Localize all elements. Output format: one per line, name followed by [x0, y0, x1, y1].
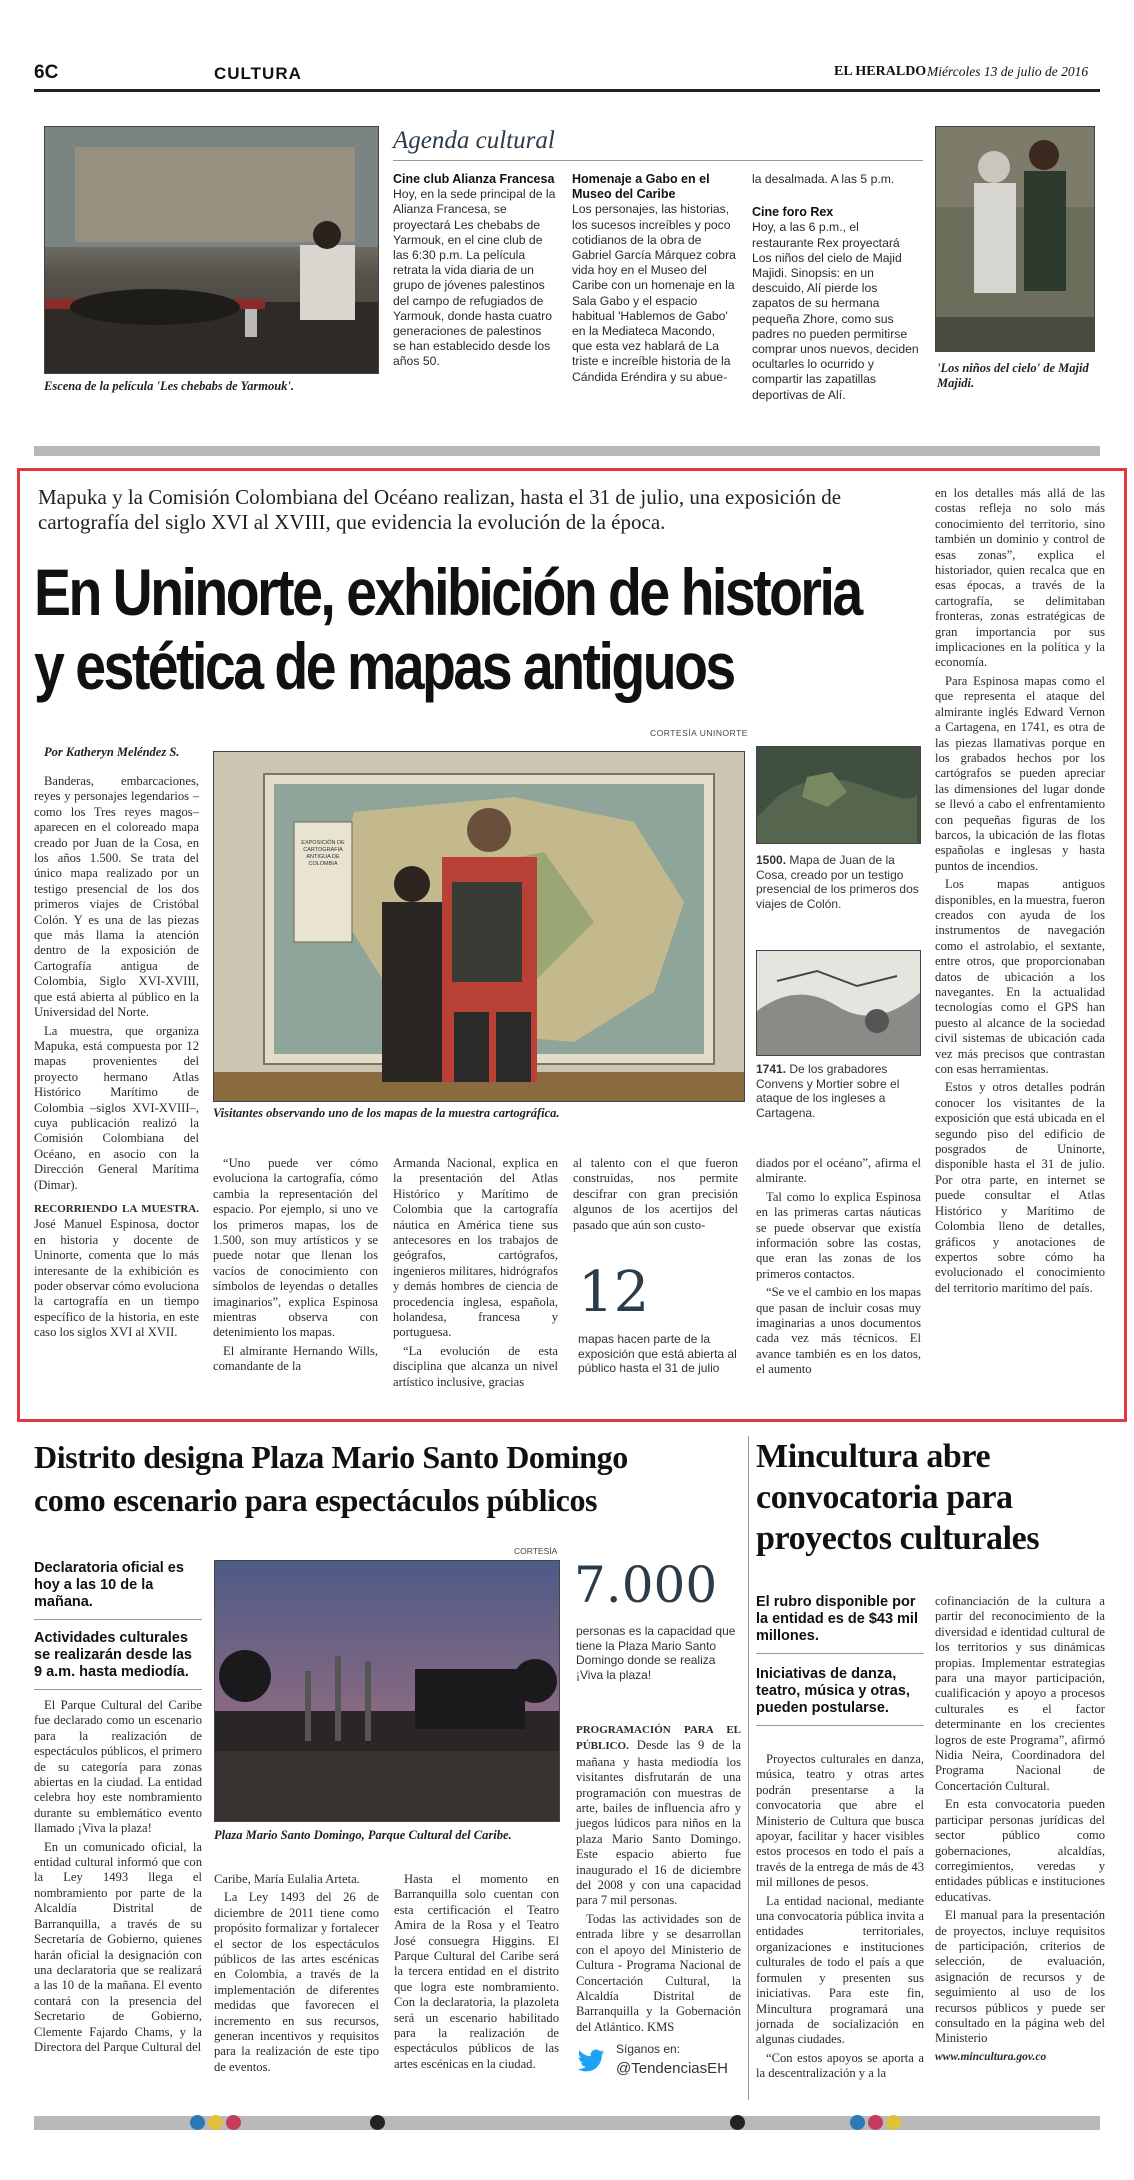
visitors-map-illustration [214, 752, 745, 1102]
ministry-url[interactable]: www.mincultura.gov.co [935, 2050, 1047, 2063]
twitter-bird-icon [576, 2048, 606, 2074]
children-photo-illustration [936, 127, 1095, 352]
main-photo-caption: Visitantes observando uno de los mapas de la muestra cartográfica. [213, 1106, 560, 1120]
main-col-4 [573, 1156, 738, 1236]
registration-dot [226, 2115, 241, 2130]
main-headline [34, 555, 861, 703]
plaza-night-illustration [215, 1561, 560, 1822]
story3-col-1 [756, 1752, 924, 2085]
story2-col-1 [34, 1698, 202, 2058]
story2-stat-number: 7.000 [574, 1556, 718, 1614]
paragraph: Banderas, embarcaciones, reyes y personajes legendarios –como los Tres reyes magos– aparecen en el coloreado mapa creado por Juan de la Cosa, en los años 1.500. Se trata del único mapa realizado por un testigo presencial de los dos primeros viajes de Cristóbal Colón. Y es una de las piezas que más llama la atención dentro de la exposición de Cartografía antigua de Colombia, Siglo XVI-XVIII, que está abierta al público en la Universidad del Norte. [34, 774, 199, 1020]
paragraph: En un comunicado oficial, la entidad cultural informó que con la Ley 1493 llega el nombramiento por parte de la Alcaldía Distrital de Barranquilla, a través de su Secretaría de Gobierno, quienes harán oficial la designación con una declaratoria que se realizará a las 10 de la mañana. El evento contará con la presencia del Secretario de Gobierno, Clemente Fajardo Chams, y la Directora del Parque Cultural del [34, 1839, 202, 2054]
main-col-5 [756, 1156, 921, 1381]
paragraph: en los detalles más allá de las costas refleja no solo más conocimiento del territorio, sino también un dominio y control de esas zonas”, explica el historiador, quien recalca que en esas épocas, a través de la cartografía, se delimitaban fronteras, zonas estratégicas de gran importancia por sus implicaciones en la política y la economía. [935, 486, 1105, 670]
paragraph: En esta convocatoria pueden participar personas jurídicas del sector público como gobernaciones, alcaldías, corregimientos, veredas y entidades públicas e instituciones educativas. [935, 1797, 1105, 1904]
paragraph: Tal como lo explica Espinosa en las primeras cartas náuticas se puede observar que existía información sobre las costas, que eran las zonas de los primeros contactos. [756, 1189, 921, 1281]
paragraph: diados por el océano”, afirma el almirante. [756, 1156, 921, 1186]
story2-headline-line2: como escenario para espectáculos públicos [34, 1482, 598, 1518]
section-kicker: RECORRIENDO LA MUESTRA. [34, 1202, 199, 1215]
paragraph: La entidad nacional, mediante una convocatoria pública invita a entidades territoriales, organizaciones e instituciones culturales de todo el país a que formulen y presenten sus iniciativas. Para este fin, Mincultura programará una jornada de socialización en algunas ciudades. [756, 1893, 924, 2047]
story2-col-3 [394, 1872, 559, 2075]
main-col-right [935, 486, 1105, 1299]
paragraph: al talento con el que fueron construidas, nos permite descifrar con gran precisión algunos de los acertijos del pasado que aún son custo- [573, 1156, 738, 1232]
paragraph: cofinanciación de la cultura a partir del reconocimiento de la diversidad e identidad cultural de los territorios y sus dinámicas propias. Implementar estrategias para una mayor participación, cualificación y apoyo a procesos culturales es el factor determinante en los crecientes logros de este Programa”, afirmó Nidia Neira, Coordinadora del Programa Nacional de Concertación Cultural. [935, 1594, 1105, 1793]
old-map-illustration [757, 747, 921, 844]
story2-col-2 [214, 1872, 379, 2078]
story2-subhead-1: Declaratoria oficial es hoy a las 10 de la mañana. [34, 1560, 202, 1620]
story3-col-2 [935, 1594, 1105, 2068]
story3-headline-line3: proyectos culturales [756, 1520, 1040, 1557]
twitter-label: Síganos en: [616, 2042, 681, 2056]
section-title: CULTURA [214, 64, 302, 83]
page-number: 6C [34, 62, 59, 83]
agenda-item-title: Homenaje a Gabo en el Museo del Caribe [572, 172, 710, 202]
column-divider [748, 1436, 749, 2100]
section-kicker: PROGRAMACIÓN PARA EL PÚBLICO. [576, 1724, 741, 1753]
registration-dot [868, 2115, 883, 2130]
paragraph [34, 1201, 199, 1341]
registration-dot [190, 2115, 205, 2130]
issue-date: Miércoles 13 de julio de 2016 [927, 64, 1089, 79]
main-col-2 [213, 1156, 378, 1378]
paragraph: Hasta el momento en Barranquilla solo cuentan con esta certificación el Teatro Amira de la Rosa y el Teatro José consuegra Higgins. El Parque Cultural del Caribe será la tercera entidad en el distrito que logra este nombramiento. Con la declaratoria, la plazoleta será un escenario habilitado para la realización de espectáculos públicos de las artes escénicas en la ciudad. [394, 1872, 559, 2071]
paragraph: Para Espinosa mapas como el que representa el ataque del almirante inglés Edward Vernon a Cartagena, en 1741, es otra de las piezas llamativas porque en los grabados hechos por los cartógrafos se pueden apreciar las dimensiones del lugar donde se llevó a cabo el enfrentamiento con pequeñas figuras de los barcos, la ubicación de las flotas españolas e inglesas y hasta puntos de incendios. [935, 673, 1105, 873]
story2-headline-line1: Distrito designa Plaza Mario Santo Domingo [34, 1439, 628, 1475]
story3-headline-line2: convocatoria para [756, 1479, 1013, 1516]
section-divider-bar [34, 446, 1100, 456]
stat-text: mapas hacen parte de la exposición que está abierta al público hasta el 31 de julio [578, 1332, 737, 1375]
story2-stat-text: personas es la capacidad que tiene la Plaza Mario Santo Domingo donde se realiza ¡Viva la plaza! [576, 1624, 736, 1682]
twitter-handle[interactable]: @TendenciasEH [616, 2060, 728, 2077]
color-registration-marks [190, 2113, 910, 2133]
agenda-item-title: Cine club Alianza Francesa [393, 172, 555, 186]
caption-text: De los grabadores Convens y Mortier sobre el ataque de los ingleses a Cartagena. [756, 1062, 900, 1120]
twitter-follow[interactable] [576, 2038, 746, 2088]
photo-credit: CORTESÍA UNINORTE [650, 728, 748, 738]
paragraph: Armanda Nacional, explica en la presentación del Atlas Histórico y Marítimo de Colombia que la cartografía náutica en América tiene sus antecesores en los trabajos de geógrafos, cartógrafos, ingenieros militares, hidrógrafos y demás hombres de ciencia de procedencia inglesa, española, holandesa, francesa y portuguesa. [393, 1156, 558, 1340]
agenda-item-gabo [572, 172, 738, 385]
paragraph: “La evolución de esta disciplina que alcanza un nivel artístico inclusive, gracias [393, 1343, 558, 1389]
paragraph: La Ley 1493 del 26 de diciembre de 2011 tiene como propósito formalizar y fortalecer el sector de los espectáculos públicos de las artes escénicas en Colombia, a través de la implementación de diferentes medidas que favorecen el incremento en sus recursos, generan incentivos y requisitos para la realización de este tipo de eventos. [214, 1890, 379, 2074]
agenda-item-rex [752, 172, 920, 403]
story2-col-4 [576, 1722, 741, 2038]
registration-dot [370, 2115, 385, 2130]
paragraph: La muestra, que organiza Mapuka, está compuesta por 12 mapas provenientes del proyecto hermano Atlas Histórico Marítimo de Colombia –siglos XVI-XVIII–, cuya publicación realizó la Comisión Colombiana del Océano, en asocio con la Dirección General Marítima (Dimar). [34, 1023, 199, 1192]
exhibition-poster-label: EXPOSICIÓN DE CARTOGRAFÍA ANTIGUA DE COLOMBIA [301, 840, 345, 867]
agenda-item-title: Cine foro Rex [752, 205, 834, 220]
story3-subhead-1: El rubro disponible por la entidad es de $43 mil millones. [756, 1594, 924, 1654]
side-photo-1741 [756, 950, 921, 1056]
main-headline-line2: y estética de mapas antiguos [34, 629, 734, 703]
agenda-photo-left [44, 126, 379, 374]
story3-headline-line1: Mincultura abre [756, 1438, 991, 1475]
agenda-item-text: Hoy, a las 6 p.m., el restaurante Rex proyectará Los niños del cielo de Majid Majidi. Sinopsis: en un descuido, Alí pierde los zapatos de su hermana pequeña Zhore, como sus padres no pueden permitirse comprar unos nuevos, deciden ocultarles lo ocurrido y compartir las zapatillas deportivas de Alí. [752, 220, 919, 402]
agenda-title: Agenda cultural [393, 127, 555, 154]
main-col-3 [393, 1156, 558, 1393]
paragraph: “Uno puede ver cómo evoluciona la cartografía, cómo cambia la representación del espacio. Por ejemplo, si uno ve los primeros mapas, los de 1.500, son muy artísticos y se puede notar que llenan los vacíos de conocimiento con símbolos de leyendas o detalles imaginarios”, explica Espinosa mientras observa con detenimiento los mapas. [213, 1156, 378, 1340]
newspaper-name: EL HERALDO [834, 64, 927, 79]
byline: Por Katheryn Meléndez S. [44, 745, 180, 759]
paragraph [576, 1722, 741, 1909]
caption-text: Mapa de Juan de la Cosa, creado por un testigo presencial de los primeros dos viajes de Colón. [756, 853, 919, 911]
registration-dot [730, 2115, 745, 2130]
paragraph-text: José Manuel Espinosa, doctor en historia y docente de Uninorte, comenta que lo más interesante de la exhibición es poder observar cómo evoluciona la cartografía en un tiempo específico de la historia, en este caso los siglos XVI al XVII. [34, 1217, 199, 1340]
story3-subhead-2: Iniciativas de danza, teatro, música y otras, pueden postularse. [756, 1666, 924, 1726]
agenda-title-rule [393, 160, 923, 161]
agenda-item-text: Los personajes, las historias, los sucesos increíbles y poco cotidianos de la obra de Gabriel García Márquez cobra vida hoy en el Museo del Caribe con un homenaje en la Sala Gabo y el espacio habitual 'Hablemos de Gabo' en la Mediateca Macondo, que esta vez hablará de La triste e increíble historia de la Cándida Eréndira y su abue- [572, 202, 736, 384]
story2-headline [34, 1436, 754, 1522]
refugee-scene-illustration [45, 127, 379, 374]
story2-photo-caption: Plaza Mario Santo Domingo, Parque Cultural del Caribe. [214, 1828, 512, 1842]
story3-headline [756, 1436, 1106, 1559]
agenda-item-alianza [393, 172, 556, 370]
paragraph: Todas las actividades son de entrada libre y se desarrollan con el apoyo del Ministerio de Cultura - Programa Nacional de Concertación Cultural, la Alcaldía Distrital de Barranquilla y la Gobernación del Atlántico. KMS [576, 1911, 741, 2034]
main-story-dek: Mapuka y la Comisión Colombiana del Océano realizan, hasta el 31 de julio, una exposición de cartografía del siglo XVI al XVIII, que evidencia la evolución de la época. [38, 485, 842, 534]
story2-credit: CORTESÍA [514, 1546, 558, 1556]
paragraph: El Parque Cultural del Caribe fue declarado como un escenario para la realización de espectáculos públicos, el primero de su categoría para zonas abiertas en la ciudad. La entidad celebra hoy este nombramiento durante su emblemático evento llamado ¡Viva la plaza! [34, 1698, 202, 1836]
paragraph: “Con estos apoyos se aporta a la descentralización y a la [756, 2050, 924, 2081]
paragraph: Caribe, María Eulalia Arteta. [214, 1872, 360, 1886]
registration-dot [208, 2115, 223, 2130]
side-caption-1741 [756, 1062, 921, 1120]
main-col-1 [34, 774, 199, 1344]
story2-photo [214, 1560, 560, 1822]
side-caption-1500 [756, 853, 921, 911]
registration-dot [850, 2115, 865, 2130]
agenda-photo-left-caption: Escena de la película 'Les chebabs de Yarmouk'. [44, 379, 294, 393]
paragraph-text: Desde las 9 de la mañana y hasta mediodía los visitantes disfrutarán de una programación con muestras de arte, bailes de influencia afro y juegos lúdicos para niños en la plaza Mario Santo Domingo. Este espacio abierto fue inaugurado el 16 de diciembre del 2008 y con una capacidad para 7 mil personas. [576, 1738, 742, 1908]
paragraph: Proyectos culturales en danza, música, teatro y otras artes podrán presentarse a la convocatoria que abre el Ministerio de Cultura que busca apoyar, facilitar y hacer visibles estos procesos en todo el país a través de la entrega de más de 43 mil millones de pesos. [756, 1752, 924, 1890]
paragraph: Estos y otros detalles podrán conocer los visitantes de la exposición que está ubicada en el segundo piso del edificio de posgrados de Uninorte, disponible hasta el 31 de julio. Por otra parte, en internet se puede consultar el Atlas Histórico y Marítimo de Colombia lleno de detalles, gráficos y anotaciones de expertos sobre cómo ha evolucionado el conocimiento del territorio marítimo del país. [935, 1080, 1105, 1295]
main-photo [213, 751, 745, 1102]
agenda-photo-right-caption: 'Los niños del cielo' de Majid Majidi. [937, 361, 1089, 390]
engraving-illustration [757, 951, 921, 1056]
paragraph: El almirante Hernando Wills, comandante de la [213, 1343, 378, 1374]
paragraph: El manual para la presentación de proyectos, incluye requisitos de participación, criterios de selección, de evaluación, asignación de recursos y de seguimiento al uso de los recursos públicos y puede ser consultado en la página web del Ministerio [935, 1908, 1105, 2046]
agenda-item-continued: la desalmada. A las 5 p.m. [752, 172, 895, 186]
paragraph: Los mapas antiguos disponibles, en la muestra, fueron creados con ayuda de los instrumentos de navegación como el astrolabio, el sextante, entre otros, que proporcionaban datos de ubicación a los navegantes. En la actualidad tecnologías como el GPS han puesto al alcance de la sociedad civil sistemas de ubicación cada vez más precisos que contrastan con esas herramientas. [935, 877, 1105, 1077]
story2-subhead-2: Actividades culturales se realizarán desde las 9 a.m. hasta mediodía. [34, 1630, 202, 1690]
main-headline-line1: En Uninorte, exhibición de historia [34, 555, 861, 629]
caption-year: 1741. [756, 1062, 787, 1076]
agenda-photo-right [935, 126, 1095, 352]
side-photo-1500 [756, 746, 921, 844]
paragraph: “Se ve el cambio en los mapas que pasan de incluir cosas muy imaginarias a unos documentos cada vez más técnicos. El avance también es en los datos, el aumento [756, 1285, 921, 1377]
registration-dot [886, 2115, 901, 2130]
stat-number: 12 [578, 1260, 650, 1325]
caption-year: 1500. [756, 853, 787, 867]
page-header [34, 58, 1100, 92]
agenda-item-text: Hoy, en la sede principal de la Alianza Francesa, se proyectará Les chebabs de Yarmouk, en el cine club de las 6:30 p.m. La película retrata la vida diaria de un grupo de jóvenes palestinos del campo de refugiados de Yarmouk, donde hasta cuatro generaciones de palestinos se han establecido desde los años 50. [393, 187, 556, 369]
